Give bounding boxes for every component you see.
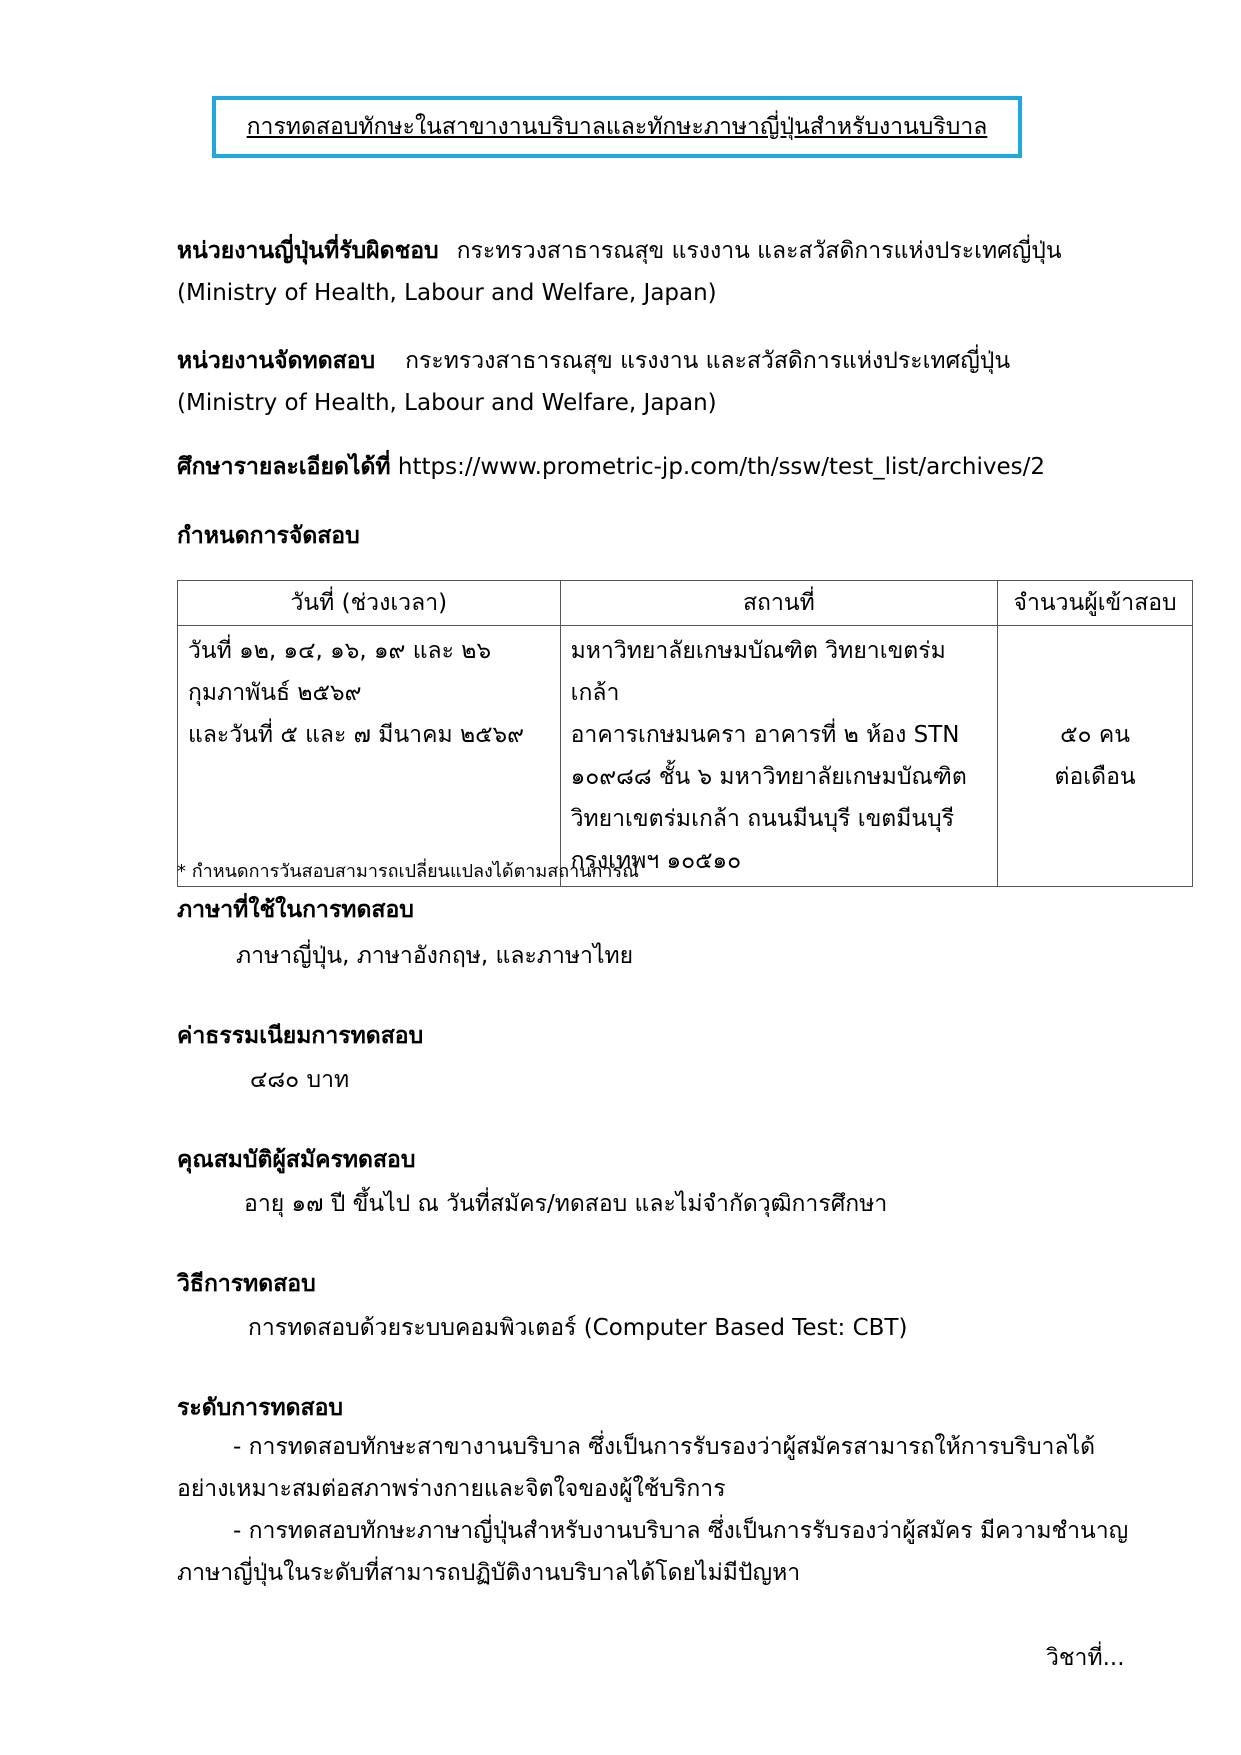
- level-heading: ระดับการทดสอบ: [177, 1395, 343, 1421]
- place-line: วิทยาเขตร่มเกล้า ถนนมีนบุรี เขตมีนบุรี: [570, 806, 955, 832]
- place-line: มหาวิทยาลัยเกษมบัณฑิต วิทยาเขตร่มเกล้า: [570, 638, 946, 706]
- responsible-agency-value: กระทรวงสาธารณสุข แรงงาน และสวัสดิการแห่งประเทศญี่ปุ่น: [456, 238, 1062, 264]
- level-item-1-line-1: - การทดสอบทักษะสาขางานบริบาล ซึ่งเป็นการรับรองว่าผู้สมัครสามารถให้การบริบาลได้: [233, 1434, 1096, 1460]
- level-item-1: [177, 1426, 1137, 1510]
- level-item-1-line-2: อย่างเหมาะสมต่อสภาพร่างกายและจิตใจของผู้ใช้บริการ: [177, 1476, 726, 1502]
- organizer-label: หน่วยงานจัดทดสอบ: [177, 348, 376, 374]
- details-label: ศึกษารายละเอียดได้ที่: [177, 454, 391, 480]
- schedule-table: [177, 580, 1193, 887]
- qualification-value: อายุ ๑๗ ปี ขึ้นไป ณ วันที่สมัคร/ทดสอบ และไม่จำกัดวุฒิการศึกษา: [244, 1191, 888, 1217]
- organizer-english: (Ministry of Health, Labour and Welfare, Japan): [177, 390, 717, 416]
- schedule-header-row: [178, 581, 1193, 626]
- schedule-note: * กำหนดการวันสอบสามารถเปลี่ยนแปลงได้ตามสถานการณ์: [177, 861, 639, 882]
- responsible-agency-english: (Ministry of Health, Labour and Welfare, Japan): [177, 280, 717, 306]
- fee-heading: ค่าธรรมเนียมการทดสอบ: [177, 1023, 424, 1049]
- continuation-footer: วิชาที่...: [1046, 1645, 1125, 1671]
- place-line: กรุงเทพฯ ๑๐๕๑๐: [570, 848, 742, 874]
- capacity-line: ๕๐ คน: [1060, 722, 1130, 748]
- table-row: [178, 626, 1193, 887]
- organizer-value: กระทรวงสาธารณสุข แรงงาน และสวัสดิการแห่งประเทศญี่ปุ่น: [405, 348, 1011, 374]
- language-value: ภาษาญี่ปุ่น, ภาษาอังกฤษ, และภาษาไทย: [236, 943, 634, 969]
- language-heading: ภาษาที่ใช้ในการทดสอบ: [177, 897, 414, 923]
- title-box: [212, 96, 1022, 158]
- column-header-place: สถานที่: [560, 581, 998, 626]
- details-url[interactable]: https://www.prometric-jp.com/th/ssw/test_list/archives/2: [397, 454, 1045, 480]
- date-line: กุมภาพันธ์ ๒๕๖๙: [188, 680, 362, 706]
- method-heading: วิธีการทดสอบ: [177, 1271, 316, 1297]
- qualification-heading: คุณสมบัติผู้สมัครทดสอบ: [177, 1147, 416, 1173]
- fee-value: ๔๘๐ บาท: [250, 1067, 350, 1093]
- capacity-cell: [998, 626, 1193, 887]
- date-line: วันที่ ๑๒, ๑๔, ๑๖, ๑๙ และ ๒๖: [188, 638, 492, 664]
- place-cell: [560, 626, 998, 887]
- responsible-agency: [177, 230, 1137, 314]
- column-header-date: วันที่ (ช่วงเวลา): [178, 581, 561, 626]
- date-line: และวันที่ ๕ และ ๗ มีนาคม ๒๕๖๙: [188, 722, 524, 748]
- place-line: ๑๐๙๘๘ ชั้น ๖ มหาวิทยาลัยเกษมบัณฑิต: [570, 764, 967, 790]
- date-cell: [178, 626, 561, 887]
- details: [177, 446, 1137, 488]
- level-item-2: [177, 1510, 1137, 1594]
- place-line: อาคารเกษมนครา อาคารที่ ๒ ห้อง STN: [570, 722, 960, 748]
- responsible-agency-label: หน่วยงานญี่ปุ่นที่รับผิดชอบ: [177, 238, 439, 264]
- column-header-capacity: จำนวนผู้เข้าสอบ: [998, 581, 1193, 626]
- level-item-2-line-2: ภาษาญี่ปุ่นในระดับที่สามารถปฏิบัติงานบริบาลได้โดยไม่มีปัญหา: [177, 1560, 801, 1586]
- method-value: การทดสอบด้วยระบบคอมพิวเตอร์ (Computer Based Test: CBT): [248, 1315, 908, 1341]
- organizer: [177, 340, 1137, 424]
- level-item-2-line-1: - การทดสอบทักษะภาษาญี่ปุ่นสำหรับงานบริบาล ซึ่งเป็นการรับรองว่าผู้สมัคร มีความชำนาญ: [233, 1518, 1129, 1544]
- page-title: การทดสอบทักษะในสาขางานบริบาลและทักษะภาษาญี่ปุ่นสำหรับงานบริบาล: [246, 114, 988, 140]
- schedule-heading: กำหนดการจัดสอบ: [177, 523, 360, 549]
- capacity-line: ต่อเดือน: [1054, 764, 1136, 790]
